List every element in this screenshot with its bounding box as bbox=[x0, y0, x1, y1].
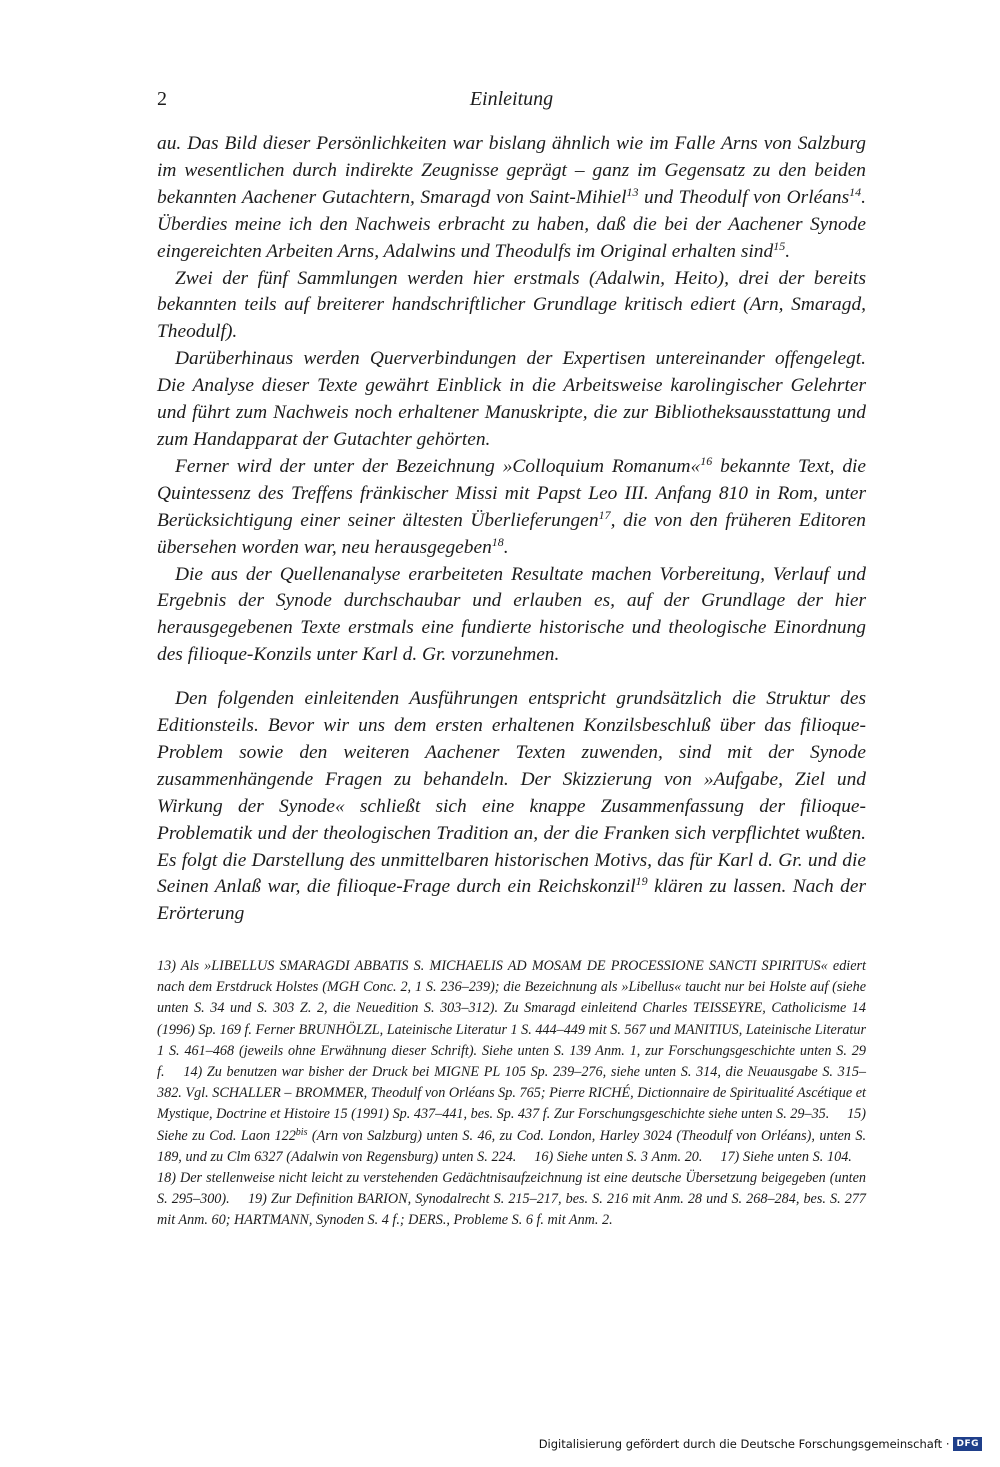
paragraph-6: Den folgenden einleitenden Ausführungen entspricht grundsätzlich die Struktur des Editionsteils. Bevor wir uns dem ersten erhaltenen Konzilsbeschluß über das filioque-Problem sowie den weiteren Aachener Texten zuwenden, sind mit der Synode zusammenhängende Fragen zu behandeln. Der Skizzierung von »Aufgabe, Ziel und Wirkung der Synode« schließt sich eine knappe Zusammenfassung der filioque-Problematik und der theologischen Tradition an, der die Franken sich verpflichtet wußten. Es folgt die Darstellung des unmittelbaren historischen Motivs, das für Karl d. Gr. und die Seinen Anlaß war, die filioque-Frage durch ein Reichskonzil$^{19}$ klären zu lassen. Nach der Erörterung bbox=[157, 688, 866, 925]
page-number: 2 bbox=[157, 88, 167, 110]
footnote-ref-16[interactable]: 16 bbox=[700, 453, 713, 468]
footnote-18: 18) Der stellenweise nicht leicht zu verstehenden Gedächtnisaufzeichnung ist eine deutsche Übersetzung beigegeben (unten S. 295–300). bbox=[157, 1170, 866, 1208]
footnote-16: 16) Siehe unten S. 3 Anm. 20. bbox=[534, 1148, 703, 1165]
page-header bbox=[157, 88, 866, 116]
footnote-17: 17) Siehe unten S. 104. bbox=[720, 1148, 852, 1165]
paragraph-3: Darüberhinaus werden Querverbindungen der Expertisen untereinander offengelegt. Die Analyse dieser Texte gewährt Einblick in die Arbeitsweise karolingischer Gelehrter und führt zum Nachweis noch erhaltener Manuskripte, die zur Bibliotheksausstattung und zum Handapparat der Gutachter gehörten. bbox=[157, 348, 866, 450]
footnote-ref-13[interactable]: 13 bbox=[626, 184, 639, 199]
digitization-credit bbox=[539, 1435, 982, 1453]
paragraph-4: Ferner wird der unter der Bezeichnung »Colloquium Romanum«$^{16}$ bekannte Text, die Quintessenz des Treffens fränkischer Missi mit Papst Leo III. Anfang 810 in Rom, unter Berücksichtigung einer seiner ältesten Überlieferungen$^{17}$, die von den früheren Editoren übersehen worden war, neu herausgegeben$^{18}$. bbox=[157, 453, 867, 558]
footnote-15: 15) Siehe zu Cod. Laon $122^{bis}$ (Arn von Salzburg) unten S. 46, zu Cod. London, Harley 3024 (Theodulf von Orléans), unten S. 189, und zu Clm 6327 (Adalwin von Regensburg) unten S. 224. bbox=[157, 1106, 866, 1165]
footnote-ref-18[interactable]: 18 bbox=[491, 534, 504, 549]
running-title: Einleitung bbox=[469, 88, 554, 110]
footnote-ref-15[interactable]: 15 bbox=[773, 238, 786, 253]
paragraph-5: Die aus der Quellenanalyse erarbeiteten Resultate machen Vorbereitung, Verlauf und Ergebnis der Synode durchschaubar und erlauben es, auf der Grundlage der hier herausgegebenen Texte erstmals eine fundierte historische und theologische Einordnung des filioque-Konzils unter Karl d. Gr. vorzunehmen. bbox=[157, 563, 866, 666]
footnote-19: 19) Zur Definition BARION, Synodalrecht S. 215–217, bes. S. 216 mit Anm. 28 und S. 268–284, bes. S. 277 mit Anm. 60; HARTMANN, Synoden S. 4 f.; DERS., Probleme S. 6 f. mit Anm. 2. bbox=[157, 1191, 867, 1229]
dfg-logo-icon: DFG bbox=[953, 1437, 982, 1451]
footnote-13: 13) Als »LIBELLUS SMARAGDI ABBATIS S. MICHAELIS AD MOSAM DE PROCESSIONE SANCTI SPIRITUS« ediert nach dem Erstdruck Holstes (MGH Conc. 2, 1 S. 236–239); die Bezeichnung als »Libellus« taucht nur bei Holste auf (siehe unten S. 34 und S. 303 Z. 2, die Neuedition S. 303–312). Zu Smaragd einleitend Charles TEISSEYRE, Catholicisme 14 (1996) Sp. 169 f. Ferner BRUNHÖLZL, Lateinische Literatur 1 S. 444–449 mit S. 567 und MANITIUS, Lateinische Literatur 1 S. 461–468 (jeweils ohne Erwähnung dieser Schrift). Siehe unten S. 139 Anm. 1, zur Forschungsgeschichte unten S. 29 f. bbox=[157, 958, 866, 1081]
footnote-14: 14) Zu benutzen war bisher der Druck bei MIGNE PL 105 Sp. 239–276, siehe unten S. 314, die Neuausgabe S. 315–382. Vgl. SCHALLER – BROMMER, Theodulf von Orléans Sp. 765; Pierre RICHÉ, Dictionnaire de Spiritualité Ascétique et Mystique, Doctrine et Histoire 15 (1991) Sp. 437–441, bes. Sp. 437 f. Zur Forschungsgeschichte siehe unten S. 29–35. bbox=[157, 1064, 867, 1123]
credit-text: Digitalisierung gefördert durch die Deutsche Forschungsgemeinschaft · bbox=[538, 1437, 950, 1451]
footnotes bbox=[157, 956, 866, 1232]
footnote-ref-17[interactable]: 17 bbox=[598, 507, 611, 522]
body-text bbox=[157, 131, 866, 928]
paragraph-1: au. Das Bild dieser Persönlichkeiten war bislang ähnlich wie im Falle Arns von Salzburg im wesentlichen durch indirekte Zeugnisse geprägt – ganz im Gegensatz zu den beiden bekannten Aachener Gutachtern, Smaragd von Saint-Mihiel$^{13}$ und Theodulf von Orléans$^{14}$. Überdies meine ich den Nachweis erbracht zu haben, daß die bei der Aachener Synode eingereichten Arbeiten Arns, Adalwins und Theodulfs im Original erhalten sind$^{15}$. bbox=[157, 133, 866, 262]
paragraph-2: Zwei der fünf Sammlungen werden hier erstmals (Adalwin, Heito), drei der bereits bekannten teils auf breiterer handschriftlicher Grundlage kritisch ediert (Arn, Smaragd, Theodulf). bbox=[157, 267, 866, 343]
footnote-ref-19[interactable]: 19 bbox=[635, 874, 648, 889]
footnote-ref-14[interactable]: 14 bbox=[849, 184, 862, 199]
